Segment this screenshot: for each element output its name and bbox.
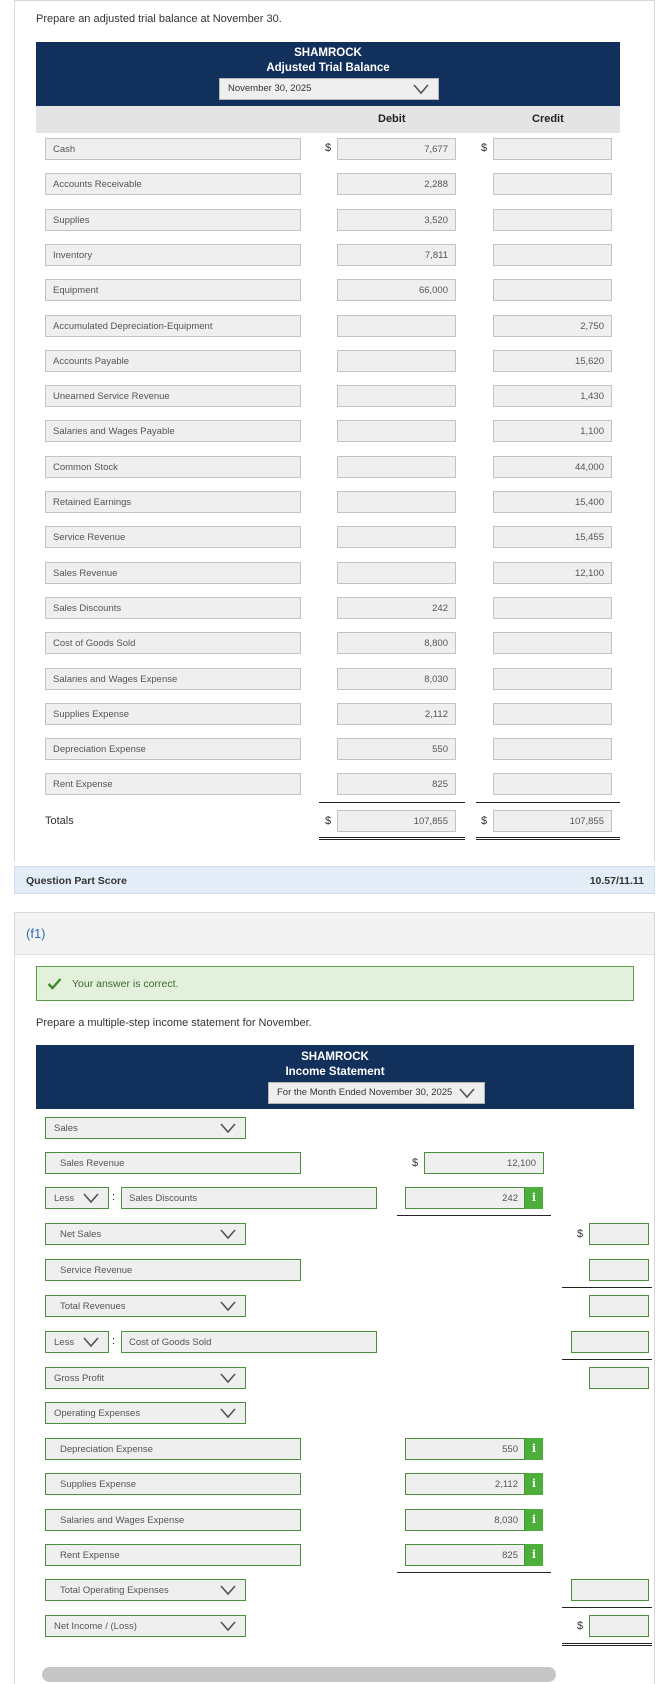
sales-discounts-amount-field[interactable]: 242 <box>405 1187 525 1209</box>
account-name-field[interactable]: Supplies <box>45 209 301 231</box>
feedback-correct-banner <box>36 966 634 1001</box>
credit-field[interactable]: 2,750 <box>493 315 612 337</box>
debit-field[interactable] <box>337 562 456 584</box>
credit-field[interactable] <box>493 173 612 195</box>
currency-sign: $ <box>577 1228 584 1240</box>
account-name-field[interactable]: Retained Earnings <box>45 491 301 513</box>
instruction-f1: Prepare a multiple-step income statement for November. <box>36 1017 312 1029</box>
net-income-select-value: Net Income / (Loss) <box>54 1621 137 1632</box>
period-dropdown-value: For the Month Ended November 30, 2025 <box>277 1087 453 1098</box>
subtotal-rule <box>562 1359 652 1360</box>
column-header-bar <box>36 106 620 133</box>
account-name-field[interactable]: Accounts Payable <box>45 350 301 372</box>
debit-field[interactable]: 242 <box>337 597 456 619</box>
account-name-field[interactable]: Salaries and Wages Payable <box>45 420 301 442</box>
subtotal-rule <box>397 1572 551 1573</box>
credit-field[interactable]: 15,400 <box>493 491 612 513</box>
account-name-field[interactable]: Depreciation Expense <box>45 738 301 760</box>
expense-label-field[interactable]: Rent Expense <box>45 1544 301 1566</box>
credit-field[interactable] <box>493 138 612 160</box>
debit-header: Debit <box>378 113 406 125</box>
currency-sign: $ <box>577 1620 584 1632</box>
credit-field[interactable]: 1,430 <box>493 385 612 407</box>
score-value: 10.57/11.11 <box>589 875 644 887</box>
account-name-field[interactable]: Salaries and Wages Expense <box>45 668 301 690</box>
date-dropdown[interactable] <box>219 78 439 100</box>
info-icon[interactable]: i <box>525 1473 543 1495</box>
account-name-field[interactable]: Supplies Expense <box>45 703 301 725</box>
credit-field[interactable] <box>493 703 612 725</box>
chevron-down-icon <box>82 1335 100 1349</box>
less-select-1[interactable] <box>45 1187 109 1209</box>
credit-total-double-rule <box>476 837 620 840</box>
account-name-field[interactable]: Sales Revenue <box>45 562 301 584</box>
operating-expenses-select[interactable] <box>45 1402 246 1424</box>
cogs-label-field[interactable]: Cost of Goods Sold <box>121 1331 377 1353</box>
chevron-down-icon <box>219 1121 237 1135</box>
currency-sign: $ <box>412 1157 419 1169</box>
debit-field[interactable]: 2,112 <box>337 703 456 725</box>
sales-revenue-label-field[interactable]: Sales Revenue <box>45 1152 301 1174</box>
service-revenue-label-field[interactable]: Service Revenue <box>45 1259 301 1281</box>
colon-separator: : <box>112 1335 116 1347</box>
debit-total-double-rule <box>319 837 465 840</box>
chevron-down-icon <box>219 1583 237 1597</box>
debit-field[interactable]: 7,811 <box>337 244 456 266</box>
debit-field[interactable] <box>337 315 456 337</box>
chevron-down-icon <box>458 1086 476 1100</box>
debit-field[interactable]: 825 <box>337 773 456 795</box>
expense-amount-field[interactable]: 2,112 <box>405 1473 525 1495</box>
chevron-down-icon <box>219 1619 237 1633</box>
statement-title: Adjusted Trial Balance <box>266 62 390 74</box>
info-icon[interactable]: i <box>525 1438 543 1460</box>
debit-field[interactable]: 8,030 <box>337 668 456 690</box>
account-name-field[interactable]: Inventory <box>45 244 301 266</box>
chevron-down-icon <box>219 1299 237 1313</box>
horizontal-scrollbar-thumb[interactable] <box>42 1667 556 1682</box>
score-label: Question Part Score <box>26 875 127 887</box>
total-revenues-select[interactable] <box>45 1295 246 1317</box>
question-part-score-bar <box>14 866 655 894</box>
chevron-down-icon <box>219 1371 237 1385</box>
gross-profit-select[interactable] <box>45 1367 246 1389</box>
less-select-2[interactable] <box>45 1331 109 1353</box>
credit-field[interactable]: 15,455 <box>493 526 612 548</box>
less-select-2-value: Less <box>54 1337 75 1348</box>
date-dropdown-value: November 30, 2025 <box>228 83 312 94</box>
credit-field[interactable] <box>493 632 612 654</box>
credit-field[interactable]: 44,000 <box>493 456 612 478</box>
info-icon[interactable]: i <box>525 1544 543 1566</box>
feedback-text: Your answer is correct. <box>72 978 179 990</box>
account-name-field[interactable]: Sales Discounts <box>45 597 301 619</box>
company-name: SHAMROCK <box>301 1051 369 1063</box>
credit-field[interactable] <box>493 597 612 619</box>
net-sales-amount-field[interactable] <box>589 1223 649 1245</box>
chevron-down-icon <box>219 1227 237 1241</box>
account-name-field[interactable]: Common Stock <box>45 456 301 478</box>
net-sales-select-value: Net Sales <box>60 1229 102 1240</box>
currency-sign: $ <box>481 815 488 827</box>
debit-field[interactable] <box>337 491 456 513</box>
credit-field[interactable] <box>493 668 612 690</box>
sales-discounts-label-field[interactable]: Sales Discounts <box>121 1187 377 1209</box>
net-income-select[interactable] <box>45 1615 246 1637</box>
gross-profit-select-value: Gross Profit <box>54 1373 105 1384</box>
debit-field[interactable]: 550 <box>337 738 456 760</box>
total-debit-field[interactable]: 107,855 <box>337 810 456 832</box>
account-name-field[interactable]: Rent Expense <box>45 773 301 795</box>
period-dropdown[interactable] <box>268 1082 485 1104</box>
sales-select-value: Sales <box>54 1123 78 1134</box>
debit-field[interactable] <box>337 456 456 478</box>
gross-profit-amount-field[interactable] <box>589 1367 649 1389</box>
debit-field[interactable] <box>337 526 456 548</box>
debit-subtotal-rule <box>319 802 465 803</box>
credit-field[interactable]: 1,100 <box>493 420 612 442</box>
debit-field[interactable]: 8,800 <box>337 632 456 654</box>
info-icon[interactable]: i <box>525 1187 543 1209</box>
net-income-double-rule <box>562 1643 652 1646</box>
account-name-field[interactable]: Cash <box>45 138 301 160</box>
credit-field[interactable] <box>493 738 612 760</box>
currency-sign: $ <box>325 142 332 154</box>
expense-label-field[interactable]: Depreciation Expense <box>45 1438 301 1460</box>
info-icon[interactable]: i <box>525 1509 543 1531</box>
part-f1-label: (f1) <box>26 926 46 941</box>
debit-field[interactable]: 3,520 <box>337 209 456 231</box>
total-operating-expenses-select-value: Total Operating Expenses <box>60 1585 169 1596</box>
sales-revenue-amount-field[interactable]: 12,100 <box>424 1152 544 1174</box>
account-name-field[interactable]: Service Revenue <box>45 526 301 548</box>
expense-amount-field[interactable]: 8,030 <box>405 1509 525 1531</box>
less-select-1-value: Less <box>54 1193 75 1204</box>
company-name: SHAMROCK <box>294 47 362 59</box>
expense-label-field[interactable]: Supplies Expense <box>45 1473 301 1495</box>
account-name-field[interactable]: Accumulated Depreciation-Equipment <box>45 315 301 337</box>
total-revenues-amount-field[interactable] <box>589 1295 649 1317</box>
part-f1-header <box>15 913 654 955</box>
cogs-amount-field[interactable] <box>571 1331 649 1353</box>
expense-label-field[interactable]: Salaries and Wages Expense <box>45 1509 301 1531</box>
net-income-amount-field[interactable] <box>589 1615 649 1637</box>
subtotal-rule <box>397 1215 551 1216</box>
credit-field[interactable]: 12,100 <box>493 562 612 584</box>
sales-select[interactable] <box>45 1117 246 1139</box>
total-operating-expenses-select[interactable] <box>45 1579 246 1601</box>
total-operating-expenses-amount-field[interactable] <box>571 1579 649 1601</box>
subtotal-rule <box>562 1287 652 1288</box>
service-revenue-amount-field[interactable] <box>589 1259 649 1281</box>
credit-subtotal-rule <box>476 802 620 803</box>
checkmark-icon <box>47 977 62 990</box>
debit-field[interactable] <box>337 420 456 442</box>
income-statement-header <box>36 1045 634 1109</box>
total-revenues-select-value: Total Revenues <box>60 1301 126 1312</box>
credit-field[interactable] <box>493 279 612 301</box>
card-top-border <box>14 0 655 1</box>
trial-balance-header <box>36 42 620 106</box>
chevron-down-icon <box>82 1191 100 1205</box>
credit-field[interactable] <box>493 209 612 231</box>
chevron-down-icon <box>219 1406 237 1420</box>
account-name-field[interactable]: Unearned Service Revenue <box>45 385 301 407</box>
instruction-e: Prepare an adjusted trial balance at November 30. <box>36 13 282 25</box>
credit-field[interactable]: 15,620 <box>493 350 612 372</box>
currency-sign: $ <box>481 142 488 154</box>
total-credit-field[interactable]: 107,855 <box>493 810 612 832</box>
currency-sign: $ <box>325 815 332 827</box>
account-name-field[interactable]: Cost of Goods Sold <box>45 632 301 654</box>
credit-header: Credit <box>532 113 564 125</box>
expense-amount-field[interactable]: 825 <box>405 1544 525 1566</box>
account-name-field[interactable]: Accounts Receivable <box>45 173 301 195</box>
totals-label: Totals <box>45 815 74 827</box>
statement-title: Income Statement <box>285 1066 385 1078</box>
credit-field[interactable] <box>493 773 612 795</box>
debit-field[interactable]: 7,677 <box>337 138 456 160</box>
debit-field[interactable] <box>337 350 456 372</box>
operating-expenses-select-value: Operating Expenses <box>54 1408 141 1419</box>
debit-field[interactable] <box>337 385 456 407</box>
credit-field[interactable] <box>493 244 612 266</box>
debit-field[interactable]: 2,288 <box>337 173 456 195</box>
chevron-down-icon <box>412 82 430 96</box>
net-sales-select[interactable] <box>45 1223 246 1245</box>
subtotal-rule <box>562 1607 652 1608</box>
expense-amount-field[interactable]: 550 <box>405 1438 525 1460</box>
debit-field[interactable]: 66,000 <box>337 279 456 301</box>
account-name-field[interactable]: Equipment <box>45 279 301 301</box>
colon-separator: : <box>112 1191 116 1203</box>
